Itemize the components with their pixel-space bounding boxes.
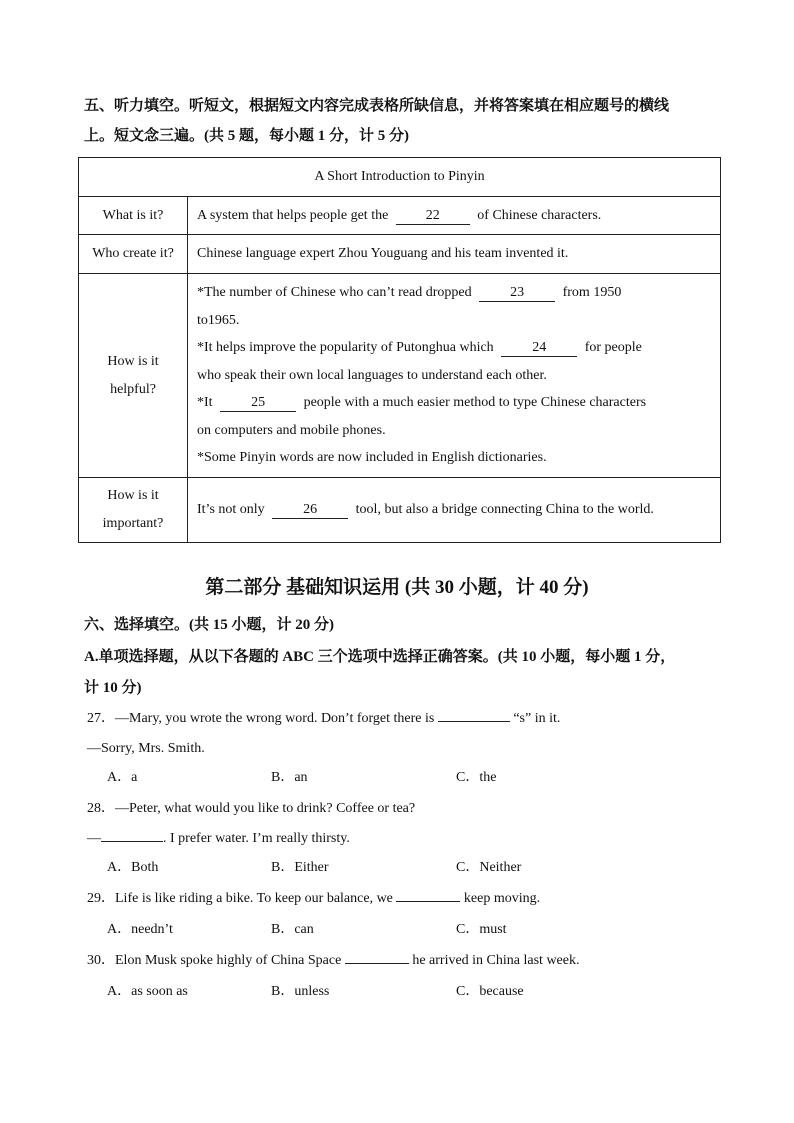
row-text: It’s not only <box>197 502 269 518</box>
table-caption-row <box>79 158 721 197</box>
question-30-option-c[interactable]: C．because <box>456 984 524 999</box>
table-row <box>79 235 721 274</box>
question-text: 29．Life is like riding a bike. To keep our balance, we <box>87 891 397 906</box>
question-28-line1: 28．—Peter, what would you like to drink? Coffee or tea? <box>87 801 416 816</box>
section5-heading-line1: 五、听力填空。听短文，根据短文内容完成表格所缺信息，并将答案填在相应题号的横线 <box>84 98 670 114</box>
row-text: *It helps improve the popularity of Putonghua which <box>197 340 498 356</box>
answer-line: *Some Pinyin words are now included in English dictionaries. <box>197 450 547 466</box>
question-line: important? <box>102 516 164 531</box>
sub-a-heading-line2: 计 10 分) <box>84 680 142 696</box>
answer-line: on computers and mobile phones. <box>197 422 386 438</box>
question-30-blank[interactable] <box>345 951 409 964</box>
answer-blank-24[interactable]: 24 <box>501 340 577 357</box>
part2-title: 第二部分 基础知识运用 (共 30 小题，计 40 分) <box>205 577 589 598</box>
row-text: of Chinese characters. <box>473 207 602 223</box>
question-27-line1 <box>87 709 560 729</box>
table-row <box>79 197 721 235</box>
question-29-line1 <box>87 889 540 909</box>
question-27-blank[interactable] <box>438 709 510 722</box>
row-text: from 1950 <box>559 284 622 300</box>
question-30-option-b[interactable]: B．unless <box>271 984 330 999</box>
answer-line: who speak their own local languages to understand each other. <box>197 367 547 383</box>
question-29-option-a[interactable]: A．needn’t <box>107 922 173 937</box>
question-27-line2: —Sorry, Mrs. Smith. <box>87 741 205 756</box>
question-28-option-c[interactable]: C．Neither <box>456 860 522 875</box>
question-line: How is it <box>107 353 159 369</box>
question-line: helpful? <box>110 381 156 397</box>
answer-blank-26[interactable]: 26 <box>272 502 348 519</box>
row-answer <box>188 274 721 478</box>
section6-heading: 六、选择填空。(共 15 小题，计 20 分) <box>84 617 334 633</box>
table-caption: A Short Introduction to Pinyin <box>79 158 721 197</box>
question-30-line1 <box>87 951 579 971</box>
row-question <box>79 478 188 543</box>
question-30-option-a[interactable]: A．as soon as <box>107 984 188 999</box>
answer-line <box>197 389 712 417</box>
question-28-blank[interactable] <box>101 829 163 842</box>
pinyin-table <box>78 157 721 543</box>
row-text: people with a much easier method to type Chinese characters <box>300 395 647 411</box>
answer-blank-22[interactable]: 22 <box>396 208 470 225</box>
row-question: Who create it? <box>79 235 188 274</box>
row-question: What is it? <box>79 197 188 235</box>
answer-line <box>197 334 712 362</box>
row-text: *The number of Chinese who can’t read dropped <box>197 284 476 300</box>
question-line: How is it <box>107 488 159 503</box>
row-text: *It <box>197 395 217 411</box>
question-text: he arrived in China last week. <box>408 953 580 968</box>
question-27-option-b[interactable]: B．an <box>271 770 308 785</box>
row-answer <box>188 478 721 543</box>
section5-heading-line2: 上。短文念三遍。(共 5 题，每小题 1 分，计 5 分) <box>84 128 409 144</box>
question-27-option-a[interactable]: A．a <box>107 770 138 785</box>
question-29-option-b[interactable]: B．can <box>271 922 314 937</box>
row-text: tool, but also a bridge connecting China to the world. <box>352 502 654 518</box>
question-29-option-c[interactable]: C．must <box>456 922 507 937</box>
question-text: . I prefer water. I’m really thirsty. <box>163 831 350 846</box>
question-text: 27．—Mary, you wrote the wrong word. Don’t forget there is <box>87 711 438 726</box>
table-row <box>79 478 721 543</box>
question-text: “s” in it. <box>509 711 561 726</box>
sub-a-heading-line1: A.单项选择题，从以下各题的 ABC 三个选项中选择正确答案。(共 10 小题，每小题 1 分， <box>84 649 676 665</box>
table-row <box>79 274 721 478</box>
question-27-option-c[interactable]: C．the <box>456 770 497 785</box>
answer-blank-25[interactable]: 25 <box>220 395 296 412</box>
question-28-option-b[interactable]: B．Either <box>271 860 329 875</box>
question-28-line2 <box>87 829 350 849</box>
row-question <box>79 274 188 478</box>
row-answer: Chinese language expert Zhou Youguang and his team invented it. <box>188 235 721 274</box>
question-28-option-a[interactable]: A．Both <box>107 860 159 875</box>
question-text: — <box>87 831 101 846</box>
question-29-blank[interactable] <box>396 889 460 902</box>
answer-blank-23[interactable]: 23 <box>479 285 555 302</box>
row-text: A system that helps people get the <box>197 207 392 223</box>
row-text: for people <box>581 340 642 356</box>
answer-line <box>197 279 712 307</box>
question-text: 30．Elon Musk spoke highly of China Space <box>87 953 345 968</box>
question-text: keep moving. <box>460 891 541 906</box>
row-answer <box>188 197 721 235</box>
answer-line: to1965. <box>197 312 240 328</box>
